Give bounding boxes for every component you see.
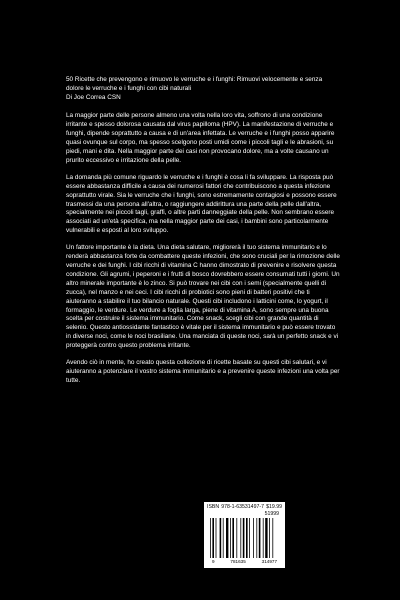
barcode-digits (204, 559, 285, 564)
blurb-paragraph-2: La domanda più comune riguardo le verruche e i funghi è cosa li fa sviluppare. La risposta può essere abbastanza difficile a causa dei numerosi fattori che contribuiscono a questa infezione soprattutto virale. Sia le verruche che i funghi, sono estremamente contagiosi e possono essere trasmessi da una persona all'altra, o raggiungere addirittura una parte della pelle dall'altra, specialmente nei piccoli tagli, graffi, o altre parti danneggiate della pelle. Non sembrano essere associati ad un'età specifica, ma nella maggior parte dei casi, i bambini sono particolarmente vulnerabili e esposti al loro sviluppo. (66, 173, 337, 235)
cover-text-block (66, 76, 341, 394)
barcode-lead-digit: 9 (211, 559, 215, 564)
book-author: Di Joe Correa CSN (66, 93, 121, 101)
blurb-paragraph-1: La maggior parte delle persone almeno una volta nella loro vita, soffrono di una condizione irritante e spesso dolorosa causata dal virus papilloma (HPV). La manifestazione di verruche e funghi, dipende soprattutto a causa e di un'area infettata. Le verruche e i funghi posso apparire quasi ovunque sul corpo, ma spesso scelgono posti umidi come i piccoli tagli e le abrasioni, su piedi, mani e dita. Nella maggior parte dei casi non provocano dolore, ma a volte causano un prurito eccessivo e irritazione della pelle. (66, 112, 335, 164)
blurb-paragraph-3: Un fattore importante è la dieta. Una dieta salutare, migliorerà il tuo sistema immunitario e lo renderà abbastanza forte da combattere queste infezioni, che sono cruciali per la rimozione delle verruche e dei funghi. I cibi ricchi di vitamina C hanno dimostrato di prevenire e risolvere questa condizione. Gli agrumi, i peperoni e i frutti di bosco dovrebbero essere consumati tutti i giorni. Un altro minerale importante è lo zinco. Si può trovare nei cibi con i semi (specialmente quelli di zucca), nel manzo e nei ceci. I cibi ricchi di probiotici sono pieni di batteri positivi che ti aiuteranno a stabilire il tuo bilancio naturale. Questi cibi includono i latticini come, lo yogurt, il formaggio, le verdure. Le verdure a foglia larga, piene di vitamina A, sono sempre una buona scelta per costruire il sistema immunitario. Come snack, scegli cibi con grande quantità di selenio. Questo antiossidante fantastico è vitale per il sistema immunitario e può essere trovato in diverse noci, come le noci brasiliane. Una manciata di queste noci, sarà un perfetto snack e vi proteggerà contro questo problema irritante. (66, 244, 340, 350)
barcode-bars (210, 518, 280, 558)
price-code: 51999 (264, 511, 279, 517)
price: $19.99 (266, 504, 282, 510)
isbn-barcode (204, 502, 285, 568)
book-header (66, 76, 341, 102)
barcode-group-1: 781635 (230, 559, 246, 564)
barcode-group-2: 314977 (261, 559, 278, 564)
isbn-label: ISBN (207, 504, 220, 510)
book-title: 50 Ricette che prevengono e rimuovo le verruche e i funghi: Rimuovi velocemente e senza dolore le verruche e i funghi con cibi naturali (66, 76, 323, 92)
isbn-line (207, 504, 282, 510)
blurb-paragraph-4: Avendo ciò in mente, ho creato questa collezione di ricette basate su questi cibi salutari, e vi aiuteranno a potenziare il vostro sistema immunitario e a prevenire queste infezioni una volta per tutte. (66, 359, 340, 384)
isbn-number: 978-1-63531497-7 (221, 504, 264, 510)
